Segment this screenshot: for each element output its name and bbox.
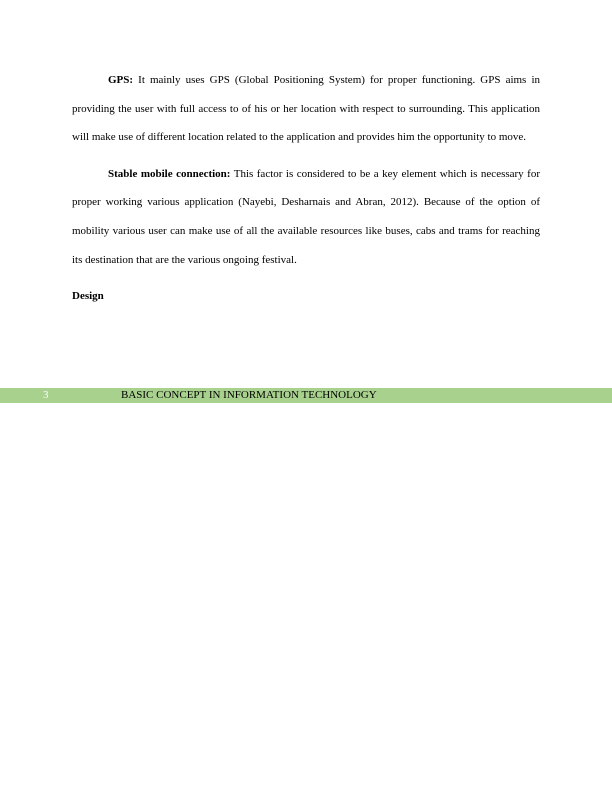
paragraph-lead-stable-mobile-connection: Stable mobile connection: — [108, 167, 231, 180]
page-body — [72, 66, 540, 311]
paragraph-lead-gps: GPS: — [108, 74, 134, 86]
paragraph-stable-mobile-connection — [72, 160, 540, 274]
paragraph-gps — [72, 66, 540, 152]
paragraph-text-stable-mobile-connection: This factor is considered to be a key element which is necessary for proper working various application (Nayebi, Desharnais and Abran, 2012). Because of the option of mobility various user can make use of all the available resources like buses, cabs and trams for reaching its destination that are the various ongoing festival. — [72, 167, 540, 266]
section-heading: Design — [72, 290, 104, 303]
paragraph-text-gps: It mainly uses GPS (Global Positioning System) for proper functioning. GPS aims in providing the user with full access to of his or her location with respect to surrounding. This application will make use of different location related to the application and provides him the opportunity to move. — [72, 74, 540, 144]
running-header-title: BASIC CONCEPT IN INFORMATION TECHNOLOGY — [121, 389, 377, 401]
page-header-band — [0, 388, 612, 403]
page-number: 3 — [43, 389, 49, 401]
